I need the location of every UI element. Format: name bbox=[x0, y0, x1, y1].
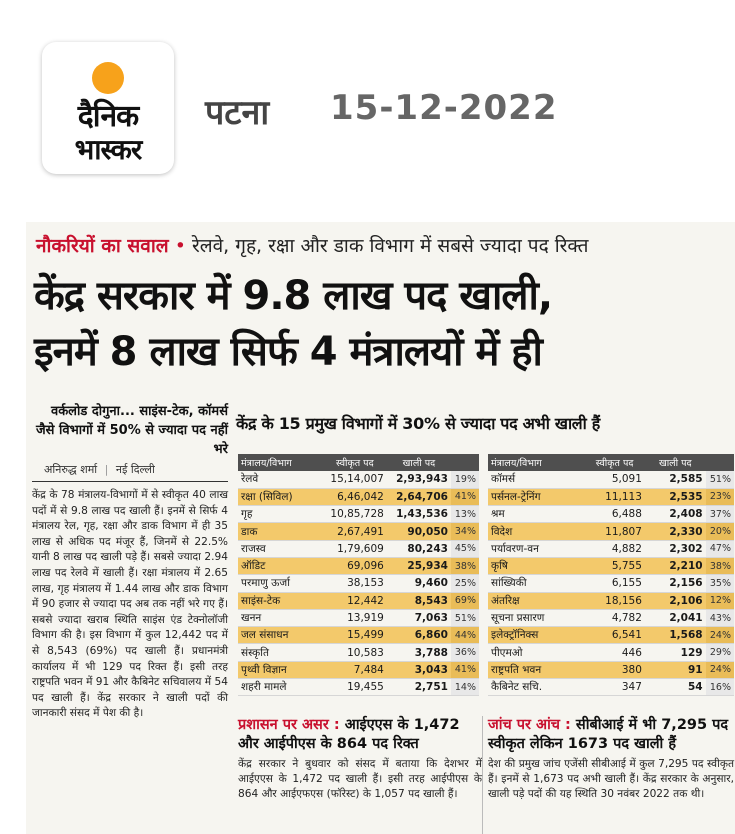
dept-cell: गृह bbox=[238, 506, 323, 523]
vacancy-table-left bbox=[238, 454, 479, 696]
sanctioned-cell: 446 bbox=[584, 644, 645, 661]
app-header bbox=[0, 0, 735, 205]
dept-cell: पर्सनल-ट्रेनिंग bbox=[488, 488, 584, 505]
dept-cell: ऑडिट bbox=[238, 557, 323, 574]
table-row bbox=[488, 488, 734, 505]
table-row bbox=[488, 471, 734, 488]
sanctioned-cell: 6,541 bbox=[584, 627, 645, 644]
col-sanctioned: स्वीकृत पद bbox=[584, 454, 645, 471]
ias-ips-box bbox=[238, 716, 482, 801]
pct-cell: 51% bbox=[706, 471, 734, 488]
table-row bbox=[488, 523, 734, 540]
dept-cell: पृथ्वी विज्ञान bbox=[238, 661, 323, 678]
pct-cell: 14% bbox=[451, 679, 479, 696]
box1-body: केंद्र सरकार ने बुधवार को संसद में बताया कि देशभर में आईएएस के 1,472 पद खाली हैं। इसी तरह आईपीएस के 864 और आईएफएस (फॉरेस्ट) के 1,057 पद खाली हैं। bbox=[238, 758, 482, 800]
dainik-bhaskar-logo[interactable] bbox=[42, 42, 174, 174]
dept-cell: डाक bbox=[238, 523, 323, 540]
sanctioned-cell: 11,113 bbox=[584, 488, 645, 505]
sanctioned-cell: 18,156 bbox=[584, 592, 645, 609]
dept-cell: जल संसाधन bbox=[238, 627, 323, 644]
col-pct bbox=[451, 454, 479, 471]
table-row bbox=[488, 540, 734, 557]
vacant-cell: 2,106 bbox=[645, 592, 706, 609]
sanctioned-cell: 5,755 bbox=[584, 557, 645, 574]
dept-cell: रेलवे bbox=[238, 471, 323, 488]
sanctioned-cell: 5,091 bbox=[584, 471, 645, 488]
edition-city: पटना bbox=[205, 93, 270, 133]
table-row bbox=[238, 523, 479, 540]
table-row bbox=[488, 557, 734, 574]
table-row bbox=[238, 609, 479, 626]
vacant-cell: 54 bbox=[645, 679, 706, 696]
vacant-cell: 129 bbox=[645, 644, 706, 661]
byline-author: अनिरुद्ध शर्मा bbox=[44, 463, 98, 476]
vacant-cell: 2,64,706 bbox=[387, 488, 451, 505]
dept-cell: परमाणु ऊर्जा bbox=[238, 575, 323, 592]
table-row bbox=[488, 506, 734, 523]
sanctioned-cell: 6,488 bbox=[584, 506, 645, 523]
kicker bbox=[36, 232, 588, 258]
table-header-row bbox=[238, 454, 479, 471]
vacant-cell: 90,050 bbox=[387, 523, 451, 540]
sanctioned-cell: 1,79,609 bbox=[323, 540, 387, 557]
sanctioned-cell: 2,67,491 bbox=[323, 523, 387, 540]
dept-cell: संस्कृति bbox=[238, 644, 323, 661]
dept-cell: श्रम bbox=[488, 506, 584, 523]
vacant-cell: 2,302 bbox=[645, 540, 706, 557]
sanctioned-cell: 19,455 bbox=[323, 679, 387, 696]
pct-cell: 43% bbox=[706, 609, 734, 626]
vacant-cell: 3,043 bbox=[387, 661, 451, 678]
kicker-dot: • bbox=[174, 235, 186, 257]
byline-place: नई दिल्ली bbox=[115, 463, 155, 476]
vacant-cell: 91 bbox=[645, 661, 706, 678]
vacant-cell: 80,243 bbox=[387, 540, 451, 557]
dept-cell: कृषि bbox=[488, 557, 584, 574]
pct-cell: 38% bbox=[706, 557, 734, 574]
table-title: केंद्र के 15 प्रमुख विभागों में 30% से ज्यादा पद अभी खाली हैं bbox=[236, 414, 600, 433]
newspaper-clipping[interactable] bbox=[26, 222, 735, 834]
dept-cell: शहरी मामले bbox=[238, 679, 323, 696]
box1-label: प्रशासन पर असर : bbox=[238, 717, 340, 733]
pct-cell: 16% bbox=[706, 679, 734, 696]
dept-cell: सांख्यिकी bbox=[488, 575, 584, 592]
pct-cell: 47% bbox=[706, 540, 734, 557]
pct-cell: 13% bbox=[451, 506, 479, 523]
pct-cell: 69% bbox=[451, 592, 479, 609]
dept-cell: खनन bbox=[238, 609, 323, 626]
pct-cell: 45% bbox=[451, 540, 479, 557]
vacant-cell: 1,43,536 bbox=[387, 506, 451, 523]
col-vacant: खाली पद bbox=[387, 454, 451, 471]
headline-line1: केंद्र सरकार में 9.8 लाख पद खाली, bbox=[34, 273, 553, 319]
pct-cell: 36% bbox=[451, 644, 479, 661]
pct-cell: 19% bbox=[451, 471, 479, 488]
sanctioned-cell: 69,096 bbox=[323, 557, 387, 574]
sanctioned-cell: 380 bbox=[584, 661, 645, 678]
vacant-cell: 2,751 bbox=[387, 679, 451, 696]
pct-cell: 34% bbox=[451, 523, 479, 540]
table-row bbox=[238, 488, 479, 505]
box1-title bbox=[238, 716, 482, 754]
sanctioned-cell: 4,782 bbox=[584, 609, 645, 626]
logo-text-line2: भास्कर bbox=[74, 133, 142, 166]
dept-cell: राजस्व bbox=[238, 540, 323, 557]
pct-cell: 35% bbox=[706, 575, 734, 592]
col-pct bbox=[706, 454, 734, 471]
pct-cell: 44% bbox=[451, 627, 479, 644]
sun-icon bbox=[92, 62, 124, 94]
vacant-cell: 8,543 bbox=[387, 592, 451, 609]
cbi-box bbox=[488, 716, 734, 801]
dept-cell: साइंस-टेक bbox=[238, 592, 323, 609]
dept-cell: रक्षा (सिविल) bbox=[238, 488, 323, 505]
table-row bbox=[488, 627, 734, 644]
col-vacant: खाली पद bbox=[645, 454, 706, 471]
pct-cell: 20% bbox=[706, 523, 734, 540]
sanctioned-cell: 6,155 bbox=[584, 575, 645, 592]
sanctioned-cell: 347 bbox=[584, 679, 645, 696]
table-row bbox=[238, 661, 479, 678]
vacant-cell: 2,041 bbox=[645, 609, 706, 626]
dept-cell: सूचना प्रसारण bbox=[488, 609, 584, 626]
col-dept: मंत्रालय/विभाग bbox=[488, 454, 584, 471]
kicker-text: रेलवे, गृह, रक्षा और डाक विभाग में सबसे ज्यादा पद रिक्त bbox=[191, 235, 589, 257]
vacant-cell: 3,788 bbox=[387, 644, 451, 661]
pct-cell: 38% bbox=[451, 557, 479, 574]
main-story bbox=[32, 402, 228, 722]
table-row bbox=[238, 679, 479, 696]
table-row bbox=[488, 661, 734, 678]
table-row bbox=[238, 557, 479, 574]
dept-cell: अंतरिक्ष bbox=[488, 592, 584, 609]
table-row bbox=[238, 627, 479, 644]
sanctioned-cell: 4,882 bbox=[584, 540, 645, 557]
box1-heading: आईएएस के 1,472 और आईपीएस के 864 पद रिक्त bbox=[238, 717, 460, 752]
pct-cell: 23% bbox=[706, 488, 734, 505]
vacant-cell: 2,156 bbox=[645, 575, 706, 592]
box2-title bbox=[488, 716, 734, 754]
vacant-cell: 2,585 bbox=[645, 471, 706, 488]
sanctioned-cell: 11,807 bbox=[584, 523, 645, 540]
dept-cell: राष्ट्रपति भवन bbox=[488, 661, 584, 678]
pct-cell: 37% bbox=[706, 506, 734, 523]
pct-cell: 25% bbox=[451, 575, 479, 592]
pct-cell: 24% bbox=[706, 627, 734, 644]
vacant-cell: 7,063 bbox=[387, 609, 451, 626]
sanctioned-cell: 12,442 bbox=[323, 592, 387, 609]
sanctioned-cell: 10,583 bbox=[323, 644, 387, 661]
vacant-cell: 2,535 bbox=[645, 488, 706, 505]
table-row bbox=[238, 506, 479, 523]
vacant-cell: 2,93,943 bbox=[387, 471, 451, 488]
dept-cell: विदेश bbox=[488, 523, 584, 540]
vacant-cell: 6,860 bbox=[387, 627, 451, 644]
pct-cell: 12% bbox=[706, 592, 734, 609]
dept-cell: कॉमर्स bbox=[488, 471, 584, 488]
vacant-cell: 9,460 bbox=[387, 575, 451, 592]
box2-label: जांच पर आंच : bbox=[488, 717, 571, 733]
pct-cell: 51% bbox=[451, 609, 479, 626]
pct-cell: 41% bbox=[451, 661, 479, 678]
table-header-row bbox=[488, 454, 734, 471]
dept-cell: कैबिनेट सचि. bbox=[488, 679, 584, 696]
box2-heading: सीबीआई में भी 7,295 पद स्वीकृत लेकिन 1673 पद खाली हैं bbox=[488, 717, 729, 752]
pct-cell: 41% bbox=[451, 488, 479, 505]
edition-date: 15-12-2022 bbox=[330, 88, 558, 128]
sanctioned-cell: 15,499 bbox=[323, 627, 387, 644]
table-row bbox=[488, 575, 734, 592]
vacant-cell: 2,408 bbox=[645, 506, 706, 523]
table-row bbox=[488, 609, 734, 626]
headline-line2: इनमें 8 लाख सिर्फ 4 मंत्रालयों में ही bbox=[34, 329, 542, 375]
box2-body: देश की प्रमुख जांच एजेंसी सीबीआई में कुल 7,295 पद स्वीकृत हैं। इनमें से 1,673 पद अभी खाली हैं। केंद्र सरकार के अनुसार, खाली पड़े पदों की यह स्थिति 30 नवंबर 2022 तक थी। bbox=[488, 758, 734, 800]
pct-cell: 24% bbox=[706, 661, 734, 678]
table-row bbox=[488, 644, 734, 661]
sanctioned-cell: 6,46,042 bbox=[323, 488, 387, 505]
table-row bbox=[238, 471, 479, 488]
vacancy-table-right bbox=[488, 454, 734, 696]
sanctioned-cell: 15,14,007 bbox=[323, 471, 387, 488]
column-divider bbox=[482, 716, 483, 834]
story-deck: वर्कलोड दोगुना... साइंस-टेक, कॉमर्स जैसे विभागों में 50% से ज्यादा पद नहीं भरे bbox=[36, 404, 228, 457]
logo-text-line1: दैनिक bbox=[77, 99, 139, 134]
col-sanctioned: स्वीकृत पद bbox=[323, 454, 387, 471]
table-row bbox=[238, 540, 479, 557]
vacant-cell: 2,330 bbox=[645, 523, 706, 540]
vacant-cell: 25,934 bbox=[387, 557, 451, 574]
col-dept: मंत्रालय/विभाग bbox=[238, 454, 323, 471]
table-row bbox=[488, 679, 734, 696]
sanctioned-cell: 38,153 bbox=[323, 575, 387, 592]
dept-cell: पीएमओ bbox=[488, 644, 584, 661]
byline bbox=[32, 462, 228, 477]
byline-separator: | bbox=[104, 463, 109, 476]
sanctioned-cell: 7,484 bbox=[323, 661, 387, 678]
table-row bbox=[238, 575, 479, 592]
vacant-cell: 2,210 bbox=[645, 557, 706, 574]
pct-cell: 29% bbox=[706, 644, 734, 661]
dept-cell: इलेक्ट्रॉनिक्स bbox=[488, 627, 584, 644]
table-row bbox=[238, 592, 479, 609]
divider bbox=[32, 481, 228, 482]
table-row bbox=[488, 592, 734, 609]
table-row bbox=[238, 644, 479, 661]
kicker-label: नौकरियों का सवाल bbox=[36, 235, 169, 257]
dept-cell: पर्यावरण-वन bbox=[488, 540, 584, 557]
story-body: केंद्र के 78 मंत्रालय-विभागों में से स्वीकृत 40 लाख पदों में से 9.8 लाख पद खाली हैं। इनमें से सिर्फ 4 मंत्रालय रेल, गृह, रक्षा और डाक विभाग में ही 35 लाख से अधिक पद मंजूर हैं, जिनमें से 22.5% यानी 8 लाख पद खाली पड़े हैं। सबसे ज्यादा 2.94 लाख पद रेलवे में खाली हैं। रक्षा मंत्रालय में 2.65 लाख, गृह मंत्रालय में 1.44 लाख और डाक विभाग में 90 हजार से ज्यादा पद अब तक नहीं भरे गए हैं। सबसे ज्यादा खराब स्थिति साइंस एंड टेक्नोलॉजी विभाग की है। इस विभाग में कुल 12,442 पद में से 8,543 (69%) पद खाली हैं। प्रधानमंत्री कार्यालय में भी 129 पद रिक्त हैं। इसी तरह राष्ट्रपति भवन में 91 और कैबिनेट सचिवालय में 54 पद खाली हैं। केंद्र सरकार ने खाली पदों की जानकारी संसद में पेश की है। bbox=[32, 489, 228, 720]
vacant-cell: 1,568 bbox=[645, 627, 706, 644]
sanctioned-cell: 10,85,728 bbox=[323, 506, 387, 523]
sanctioned-cell: 13,919 bbox=[323, 609, 387, 626]
